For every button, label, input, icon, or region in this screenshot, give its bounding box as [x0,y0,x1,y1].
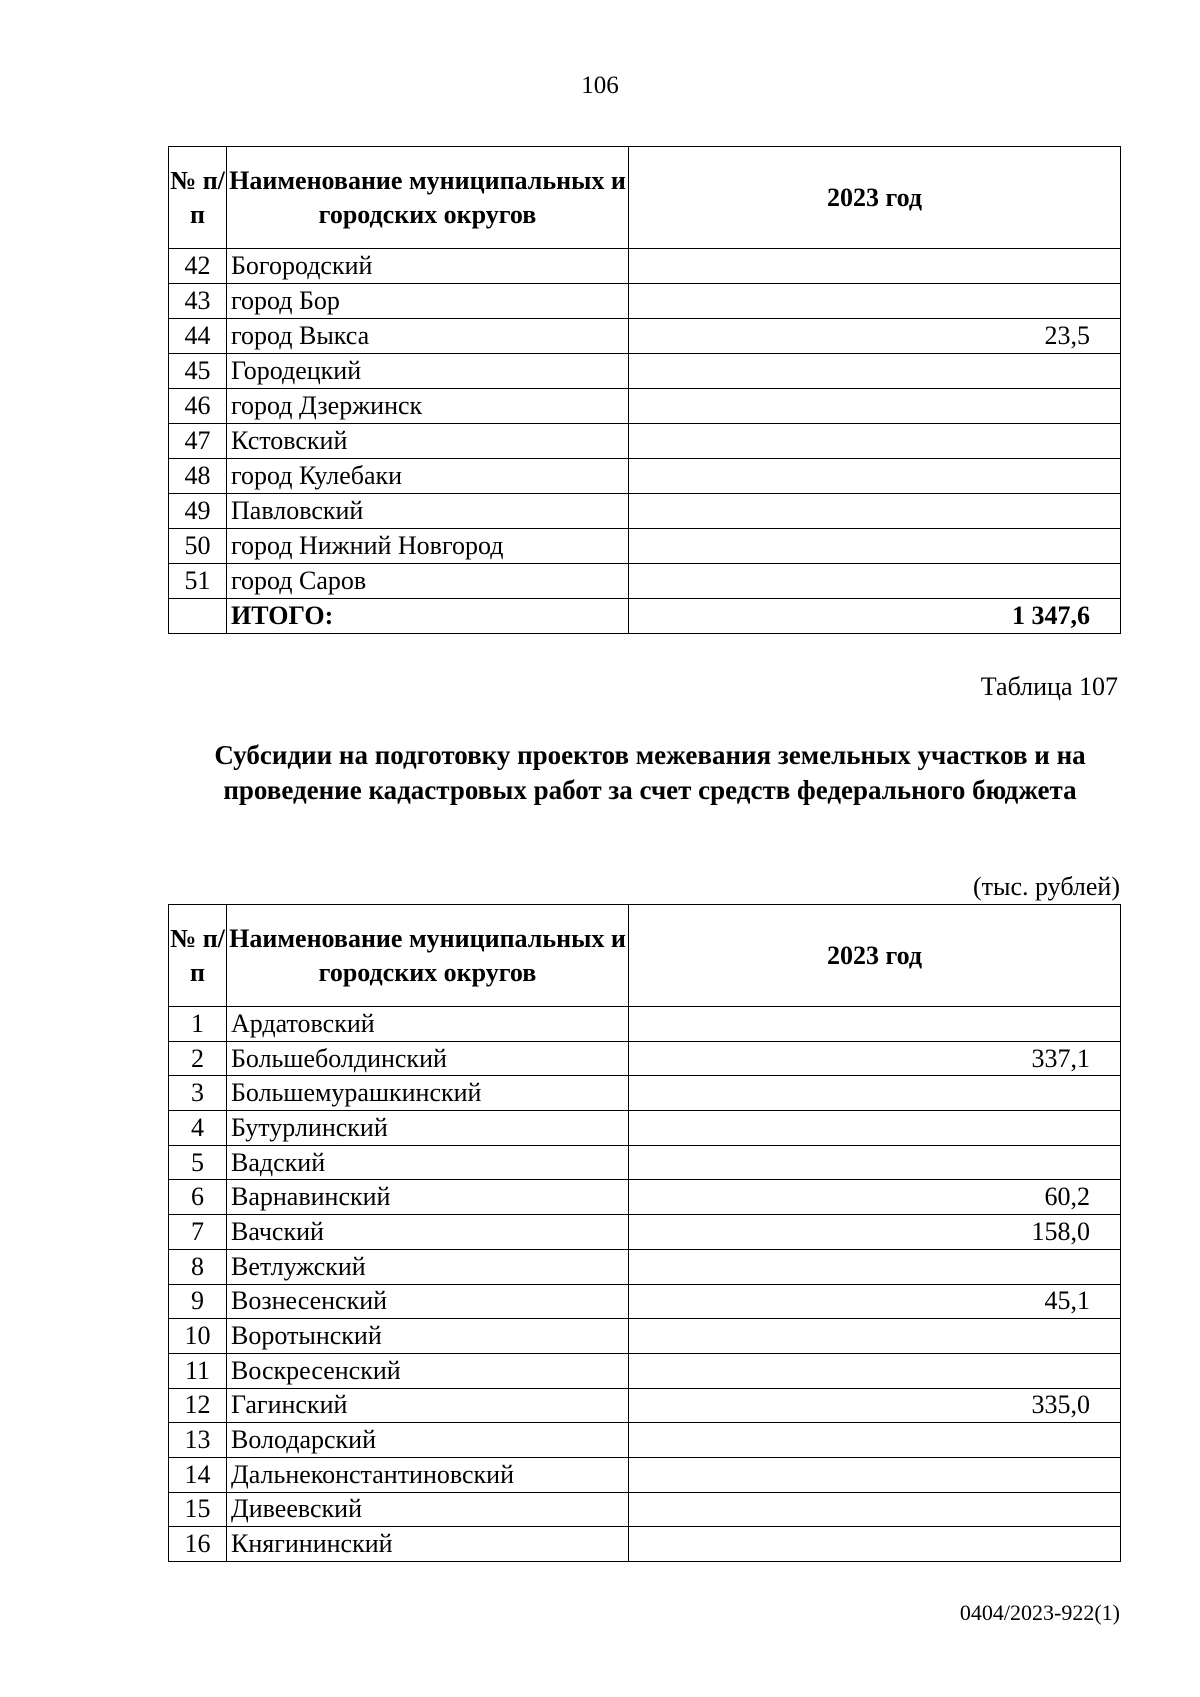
row-name: город Нижний Новгород [227,529,629,564]
table-row [169,564,1121,599]
row-value [629,1457,1121,1492]
table-continuation [168,146,1121,634]
document-code: 0404/2023-922(1) [959,1600,1120,1625]
row-num: 43 [169,284,227,319]
row-num: 3 [169,1076,227,1111]
row-name: город Бор [227,284,629,319]
table-row [169,1249,1121,1284]
row-value [629,1111,1121,1146]
row-num: 13 [169,1423,227,1458]
table-row [169,319,1121,354]
page-number: 106 [581,72,619,99]
row-value [629,1423,1121,1458]
row-num: 14 [169,1457,227,1492]
row-name: Варнавинский [227,1180,629,1215]
row-name: Большемурашкинский [227,1076,629,1111]
row-name: Кстовский [227,424,629,459]
row-num: 12 [169,1388,227,1423]
row-name: Бутурлинский [227,1111,629,1146]
row-num: 7 [169,1215,227,1250]
total-value: 1 347,6 [629,599,1121,634]
table-row [169,1111,1121,1146]
row-num: 11 [169,1353,227,1388]
row-name: Городецкий [227,354,629,389]
row-value [629,494,1121,529]
row-name: Воскресенский [227,1353,629,1388]
row-num: 46 [169,389,227,424]
table-header-row [169,147,1121,249]
units-label: (тыс. рублей) [972,872,1120,901]
table-row [169,494,1121,529]
row-name: город Выкса [227,319,629,354]
row-value [629,1353,1121,1388]
table-header-row [169,905,1121,1007]
table-row [169,1423,1121,1458]
row-num: 10 [169,1319,227,1354]
total-label: ИТОГО: [227,599,629,634]
row-value [629,459,1121,494]
row-value [629,1007,1121,1042]
row-name: Володарский [227,1423,629,1458]
row-num: 4 [169,1111,227,1146]
row-value [629,354,1121,389]
row-value [629,1145,1121,1180]
total-num [169,599,227,634]
table-row [169,1457,1121,1492]
row-num: 15 [169,1492,227,1527]
row-name: Павловский [227,494,629,529]
row-num: 2 [169,1041,227,1076]
subsidies-table [168,904,1121,1562]
row-name: Княгининский [227,1527,629,1562]
row-name: Дивеевский [227,1492,629,1527]
row-value [629,424,1121,459]
row-name: город Дзержинск [227,389,629,424]
row-num: 16 [169,1527,227,1562]
table-row [169,1284,1121,1319]
row-name: Дальнеконстантиновский [227,1457,629,1492]
row-num: 51 [169,564,227,599]
total-row [169,599,1121,634]
row-name: Большеболдинский [227,1041,629,1076]
row-value [629,1249,1121,1284]
table-row [169,1353,1121,1388]
row-num: 45 [169,354,227,389]
row-num: 8 [169,1249,227,1284]
row-value [629,1076,1121,1111]
row-name: Вадский [227,1145,629,1180]
row-num: 5 [169,1145,227,1180]
row-name: Вачский [227,1215,629,1250]
row-value: 23,5 [629,319,1121,354]
header-year: 2023 год [629,905,1121,1007]
row-num: 9 [169,1284,227,1319]
table-row [169,1007,1121,1042]
row-value [629,529,1121,564]
table-row [169,1527,1121,1562]
table-row [169,1215,1121,1250]
row-value: 335,0 [629,1388,1121,1423]
table-row [169,529,1121,564]
row-value: 337,1 [629,1041,1121,1076]
document-title: Субсидии на подготовку проектов межевания земельных участков и на проведение кадастровых работ за счет средств федерального бюджета [214,740,1086,805]
table-row [169,1076,1121,1111]
header-year: 2023 год [629,147,1121,249]
table-row [169,1041,1121,1076]
row-value [629,1492,1121,1527]
row-num: 1 [169,1007,227,1042]
table-row [169,1492,1121,1527]
row-name: Вознесенский [227,1284,629,1319]
row-value [629,389,1121,424]
table-row [169,1319,1121,1354]
header-num: № п/п [169,147,227,249]
header-num: № п/п [169,905,227,1007]
row-num: 47 [169,424,227,459]
row-value: 158,0 [629,1215,1121,1250]
table-row [169,249,1121,284]
table-row [169,1388,1121,1423]
row-num: 48 [169,459,227,494]
row-value [629,284,1121,319]
table-row [169,1145,1121,1180]
table-row [169,354,1121,389]
row-name: Ветлужский [227,1249,629,1284]
row-value: 60,2 [629,1180,1121,1215]
header-name: Наименование муниципальных и городских округов [227,905,629,1007]
row-num: 49 [169,494,227,529]
table-row [169,424,1121,459]
row-name: Гагинский [227,1388,629,1423]
row-name: Богородский [227,249,629,284]
table-row [169,389,1121,424]
row-name: Ардатовский [227,1007,629,1042]
row-name: Воротынский [227,1319,629,1354]
row-value [629,1527,1121,1562]
row-name: город Кулебаки [227,459,629,494]
table-row [169,1180,1121,1215]
row-num: 50 [169,529,227,564]
row-value: 45,1 [629,1284,1121,1319]
table-row [169,459,1121,494]
row-value [629,564,1121,599]
row-value [629,1319,1121,1354]
header-name: Наименование муниципальных и городских округов [227,147,629,249]
row-name: город Саров [227,564,629,599]
row-num: 6 [169,1180,227,1215]
table-caption: Таблица 107 [980,672,1118,701]
row-value [629,249,1121,284]
row-num: 44 [169,319,227,354]
row-num: 42 [169,249,227,284]
table-row [169,284,1121,319]
